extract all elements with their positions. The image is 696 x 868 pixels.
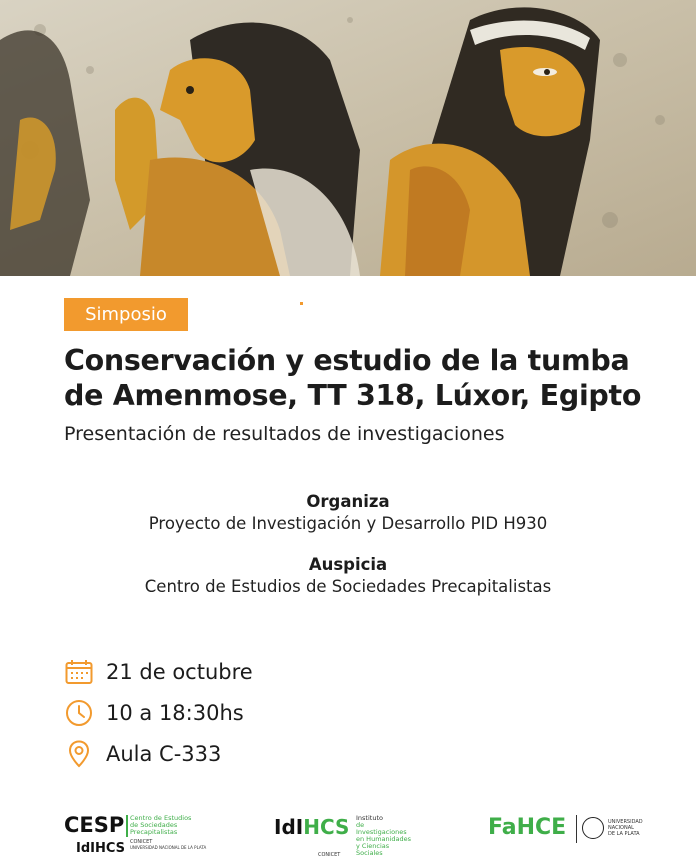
event-place: Aula C-333 [106,742,222,766]
cesp-extra [130,839,220,851]
tomb-painting-illustration [0,0,696,276]
idihcs-abbr-b: HCS [303,815,350,839]
event-subtitle: Presentación de resultados de investigaciones [64,423,505,445]
unlp-line: DE LA PLATA [608,831,640,837]
unlp-name [608,819,643,837]
title-line: de Amenmose, TT 318, Lúxor, Egipto [64,379,642,412]
fahce-abbr: FaHCE [488,815,567,840]
event-title [64,343,684,413]
calendar-icon [64,657,94,687]
auspicia-block [0,555,696,596]
title-line: Conservación y estudio de la tumba [64,344,630,377]
cesp-name [130,815,191,836]
unlp-seal-icon [582,817,604,839]
decorative-dot [300,302,303,305]
cesp-line: Precapitalistas [130,828,178,836]
unlp-text: UNIVERSIDAD NACIONAL DE LA PLATA [130,845,207,850]
cesp-line: de Sociedades [130,821,178,829]
fahce-logo [488,805,643,855]
cesp-line: Centro de Estudios [130,814,192,822]
unlp-line: NACIONAL [608,825,634,831]
auspicia-text: Centro de Estudios de Sociedades Precapitalistas [144,577,552,596]
conicet-text: CONICET [130,839,153,845]
idihcs-logo [274,805,414,858]
divider [126,815,128,837]
hero-image [0,0,696,276]
location-pin-icon [64,739,94,769]
idihcs-abbr-a: IdI [274,815,304,839]
time-row [64,697,244,729]
divider [576,815,577,843]
event-time: 10 a 18:30hs [106,701,244,725]
unlp-line: UNIVERSIDAD [608,819,643,825]
auspicia-heading: Auspicia [308,555,388,574]
conicet-text: CONICET [318,852,341,858]
cesp-logo [64,805,207,856]
idihcs-name [356,815,414,857]
clock-icon [64,698,94,728]
idihcs-line: de Investigaciones [356,821,407,836]
idihcs-line: y Ciencias Sociales [356,842,390,857]
organiza-heading: Organiza [306,492,390,511]
organiza-block [0,492,696,533]
idihcs-line: Instituto [356,814,383,822]
event-date: 21 de octubre [106,660,253,684]
organiza-text: Proyecto de Investigación y Desarrollo PID H930 [148,514,548,533]
date-row [64,656,253,688]
event-type-badge: Simposio [64,298,188,331]
cesp-abbr: CESP [64,813,125,837]
idihcs-line: en Humanidades [356,835,412,843]
cesp-sub: IdIHCS [76,841,126,856]
idihcs-extra [318,841,340,860]
place-row [64,738,221,770]
